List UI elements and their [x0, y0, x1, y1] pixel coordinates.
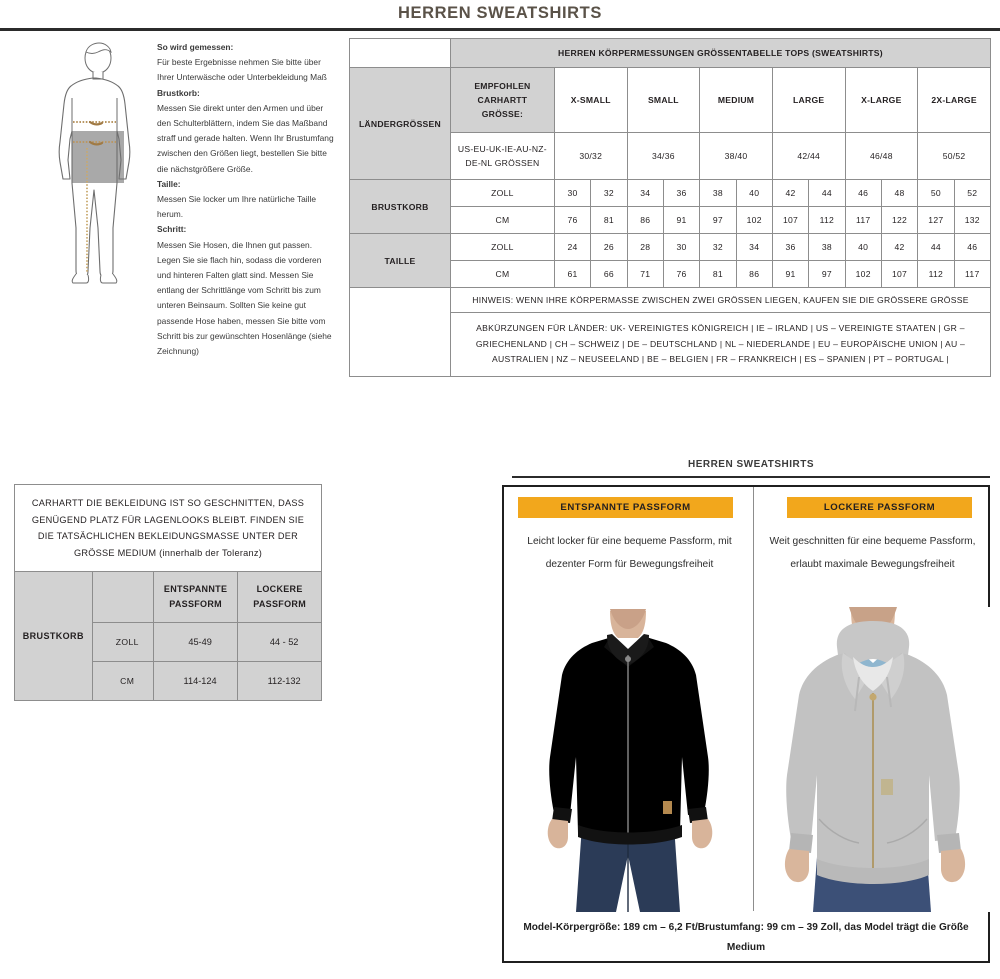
measure-cell: 112: [809, 207, 845, 234]
fit-row-label: BRUSTKORB: [15, 572, 93, 701]
measure-cell: 38: [809, 234, 845, 261]
measure-cell: 46: [954, 234, 990, 261]
measure-cell: 91: [663, 207, 699, 234]
instructions-heading-chest: Brustkorb:: [157, 87, 200, 98]
measure-cell: 48: [881, 180, 917, 207]
measure-cell: 32: [700, 234, 736, 261]
measure-cell: 122: [881, 207, 917, 234]
country-size-value-3: 38/40: [700, 133, 773, 180]
fit-unit-label: ZOLL: [92, 623, 153, 662]
fit-header-relaxed: ENTSPANNTE PASSFORM: [153, 572, 237, 623]
fit-header-loose: LOCKERE PASSFORM: [238, 572, 322, 623]
measure-cell: 86: [736, 261, 772, 288]
measure-cell: 42: [881, 234, 917, 261]
fit-column-divider: [753, 487, 754, 911]
measure-cell: 66: [591, 261, 627, 288]
fit-header-spacer: [92, 572, 153, 623]
unit-label: CM: [450, 207, 554, 234]
measure-cell: 76: [554, 207, 590, 234]
table-row: [15, 572, 322, 623]
fit-panel-title: HERREN SWEATSHIRTS: [687, 459, 815, 470]
note-spacer-cell: [350, 288, 451, 377]
measurement-row-label-2: TAILLE: [350, 234, 451, 288]
measure-cell: 117: [845, 207, 881, 234]
measure-cell: 24: [554, 234, 590, 261]
model-photo-loose: [755, 607, 990, 912]
measure-cell: 102: [845, 261, 881, 288]
measure-cell: 132: [954, 207, 990, 234]
measure-cell: 40: [736, 180, 772, 207]
fit-badge-loose: LOCKERE PASSFORM: [787, 497, 972, 518]
measure-cell: 26: [591, 234, 627, 261]
country-size-value-4: 42/44: [772, 133, 845, 180]
measure-cell: 46: [845, 180, 881, 207]
fit-table-intro: CARHARTT DIE BEKLEIDUNG IST SO GESCHNITTEN, DASS GENÜGEND PLATZ FÜR LAGENLOOKS BLEIBT. FINDEN SIE DIE TATSÄCHLICHEN BEKLEIDUNGSMASSE UNTER DER GRÖSSE MEDIUM (innerhalb der Toleranz): [15, 485, 322, 572]
size-header-4: LARGE: [772, 68, 845, 133]
country-size-value-1: 30/32: [554, 133, 627, 180]
instructions-text-chest: Messen Sie direkt unter den Armen und über den Schulterblättern, indem Sie das Maßband straff und gerade halten. Wenn Ihr Brustumfang zwischen den Größen liegt, bestellen Sie bitte die nächstgrößere Größe.: [157, 102, 334, 174]
measure-cell: 44: [809, 180, 845, 207]
fit-description-relaxed: Leicht locker für eine bequeme Passform, mit dezenter Form für Bewegungsfreiheit: [527, 536, 732, 570]
measure-cell: 34: [736, 234, 772, 261]
page-title: HERREN SWEATSHIRTS: [398, 4, 602, 22]
instructions-heading-how: So wird gemessen:: [157, 42, 234, 52]
table-row: [350, 68, 991, 133]
measure-cell: 97: [700, 207, 736, 234]
country-size-value-5: 46/48: [845, 133, 918, 180]
fit-value-loose: 112-132: [238, 662, 322, 701]
measure-cell: 107: [881, 261, 917, 288]
measurement-row-label-1: BRUSTKORB: [350, 180, 451, 234]
instructions-text-waist: Messen Sie locker um Ihre natürliche Taille herum.: [157, 194, 317, 220]
measure-cell: 36: [663, 180, 699, 207]
size-header-5: X-LARGE: [845, 68, 918, 133]
measure-cell: 102: [736, 207, 772, 234]
fit-description-loose: Weit geschnitten für eine bequeme Passform, erlaubt maximale Bewegungsfreiheit: [769, 536, 976, 570]
fit-column-relaxed: [504, 487, 755, 961]
size-header-6: 2X-LARGE: [918, 68, 991, 133]
measure-cell: 86: [627, 207, 663, 234]
measure-cell: 91: [772, 261, 808, 288]
country-sizes-label: US-EU-UK-IE-AU-NZ-DE-NL GRÖSSEN: [450, 133, 554, 180]
measure-cell: 36: [772, 234, 808, 261]
fit-column-loose: [755, 487, 990, 961]
size-header-1: X-SMALL: [554, 68, 627, 133]
measure-cell: 107: [772, 207, 808, 234]
measure-cell: 81: [700, 261, 736, 288]
model-photo-relaxed: [504, 607, 755, 912]
measuring-instructions: [157, 40, 337, 359]
measure-cell: 117: [954, 261, 990, 288]
country-size-value-2: 34/36: [627, 133, 700, 180]
unit-label: ZOLL: [450, 180, 554, 207]
measure-cell: 40: [845, 234, 881, 261]
measure-cell: 71: [627, 261, 663, 288]
table-title-cell: HERREN KÖRPERMESSUNGEN GRÖSSENTABELLE TOPS (SWEATSHIRTS): [450, 39, 990, 68]
instructions-text-how: Für beste Ergebnisse nehmen Sie bitte über Ihrer Unterwäsche oder Unterbekleidung Maß: [157, 57, 327, 83]
country-size-value-6: 50/52: [918, 133, 991, 180]
fit-badge-relaxed: ENTSPANNTE PASSFORM: [518, 497, 733, 518]
instructions-heading-waist: Taille:: [157, 178, 181, 189]
size-header-3: MEDIUM: [700, 68, 773, 133]
fit-panel-box: [502, 485, 990, 963]
fit-value-relaxed: 45-49: [153, 623, 237, 662]
measure-cell: 30: [663, 234, 699, 261]
size-note: HINWEIS: WENN IHRE KÖRPERMASSE ZWISCHEN ZWEI GRÖSSEN LIEGEN, KAUFEN SIE DIE GRÖSSERE GRÖSSE: [450, 288, 990, 313]
model-caption: Model-Körpergröße: 189 cm – 6,2 Ft/Brustumfang: 99 cm – 39 Zoll, das Model trägt die Größe Medium: [523, 922, 969, 953]
size-header-2: SMALL: [627, 68, 700, 133]
row-label-countries: LÄNDERGRÖSSEN: [350, 68, 451, 180]
unit-label: ZOLL: [450, 234, 554, 261]
table-row: [350, 180, 991, 207]
measure-cell: 97: [809, 261, 845, 288]
spacer-cell: [350, 39, 451, 68]
measure-cell: 38: [700, 180, 736, 207]
measure-cell: 34: [627, 180, 663, 207]
table-row: [15, 485, 322, 572]
table-row: [350, 288, 991, 313]
measure-cell: 112: [918, 261, 954, 288]
recommended-size-label: EMPFOHLEN CARHARTT GRÖSSE:: [450, 68, 554, 133]
measure-cell: 61: [554, 261, 590, 288]
body-measurement-diagram: [46, 38, 150, 288]
fit-value-relaxed: 114-124: [153, 662, 237, 701]
country-abbreviations: ABKÜRZUNGEN FÜR LÄNDER: UK- VEREINIGTES KÖNIGREICH | IE – IRLAND | US – VEREINIGTE STAATEN | GR – GRIECHENLAND | CH – SCHWEIZ | DE – DEUTSCHLAND | NL – NIEDERLANDE | EU – EUROPÄISCHE UNION | AU – AUSTRALIEN | NZ – NEUSEELAND | BE – BELGIEN | FR – FRANKREICH | ES – SPANIEN | PT – PORTUGAL |: [450, 313, 990, 377]
measure-cell: 44: [918, 234, 954, 261]
measure-cell: 28: [627, 234, 663, 261]
instructions-text-inseam: Messen Sie Hosen, die Ihnen gut passen. Legen Sie sie flach hin, sodass die vorderen und hinteren Falten glatt sind. Messen Sie entlang der Schrittlänge vom Schritt bis zum unteren Beinsaum. Sollten Sie keine gut passende Hose haben, messen Sie bitte vom Schritt bis zur gewünschten Hosenlänge (siehe Zeichnung): [157, 239, 332, 357]
measure-cell: 81: [591, 207, 627, 234]
table-row: [350, 39, 991, 68]
measure-cell: 50: [918, 180, 954, 207]
fit-unit-label: CM: [92, 662, 153, 701]
measure-cell: 127: [918, 207, 954, 234]
measure-cell: 76: [663, 261, 699, 288]
measure-cell: 32: [591, 180, 627, 207]
instructions-heading-inseam: Schritt:: [157, 224, 187, 235]
header-divider: [0, 28, 1000, 31]
mens-body-measurements-table: [349, 38, 991, 377]
fit-panel-divider: [512, 476, 990, 478]
unit-label: CM: [450, 261, 554, 288]
measure-cell: 52: [954, 180, 990, 207]
measure-cell: 42: [772, 180, 808, 207]
table-row: [350, 234, 991, 261]
fit-value-loose: 44 - 52: [238, 623, 322, 662]
measure-cell: 30: [554, 180, 590, 207]
garment-measurements-table: [14, 484, 322, 701]
